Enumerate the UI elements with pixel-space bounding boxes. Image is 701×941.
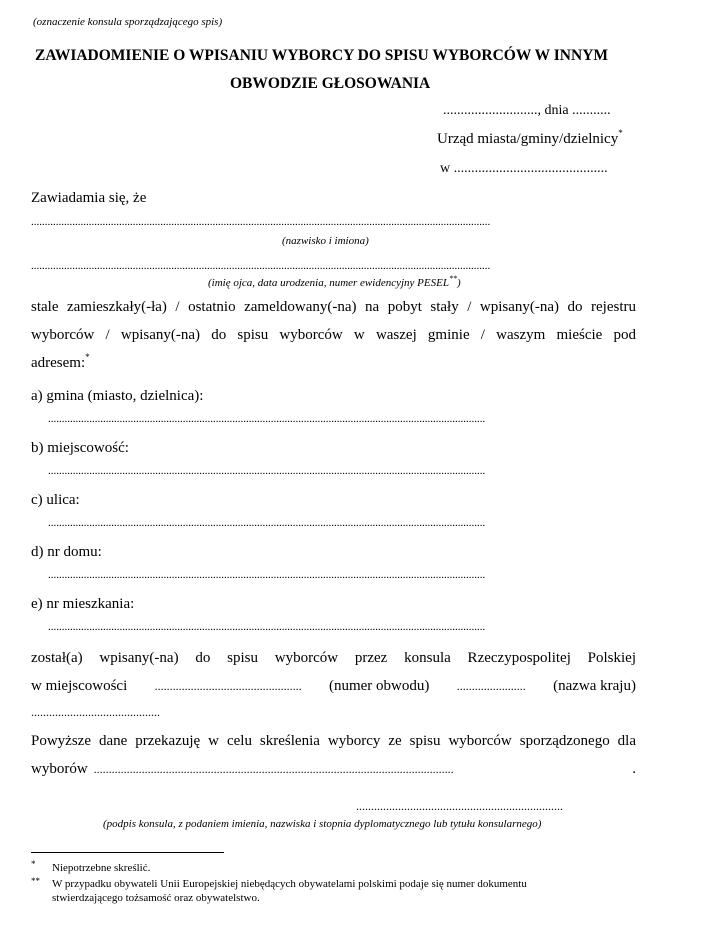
parent-caption-end: ) <box>456 277 461 289</box>
consul-note: (oznaczenie konsula sporządzającego spis) <box>33 16 223 28</box>
country-label: (nazwa kraju) <box>553 678 636 694</box>
field-gmina-label: a) gmina (miasto, dzielnica): <box>31 388 204 404</box>
footnote-2-text: W przypadku obywateli Unii Europejskiej niebędących obywatelami polskimi podaje się numer dokumentu <box>52 878 527 890</box>
signature-caption: (podpis konsula, z podaniem imienia, nazwiska i stopnia dyplomatycznego lub tytułu konsularnego) <box>103 818 542 830</box>
form-title-line2: OBWODZIE GŁOSOWANIA <box>230 75 431 92</box>
district-number-label: (numer obwodu) <box>328 678 430 694</box>
locality-dots[interactable]: ................................................. <box>154 679 302 693</box>
form-title-line1: ZAWIADOMIENIE O WPISANIU WYBORCY DO SPISU WYBORCÓW W INNYM <box>35 47 609 64</box>
residence-line2: wyborców / wpisany(-na) do spisu wyborców w waszej gminie / waszym mieście pod <box>31 327 636 343</box>
registration-line2 <box>31 678 636 695</box>
footnote-separator <box>31 852 224 853</box>
office-footnote-mark: * <box>618 128 623 138</box>
signature-dots[interactable]: ..................................................................... <box>356 799 563 813</box>
name-dots: ....................................................................................................................................................................... <box>31 216 491 228</box>
parent-caption-text: (imię ojca, data urodzenia, numer ewidencyjny PESEL <box>208 277 449 289</box>
field-gmina-input[interactable]: ............................................................................................................................................................... <box>48 413 486 425</box>
field-nr-mieszkania-input[interactable]: ............................................................................................................................................................... <box>48 621 486 633</box>
parent-caption <box>208 274 461 289</box>
office-label <box>437 128 623 148</box>
footnote-2-mark: ** <box>31 876 40 886</box>
field-miejscowosc-label: b) miejscowość: <box>31 440 129 456</box>
elections-end: . <box>632 761 636 777</box>
field-nr-mieszkania-label: e) nr mieszkania: <box>31 596 135 612</box>
field-nr-domu-label: d) nr domu: <box>31 544 102 560</box>
purpose-line2 <box>31 761 636 778</box>
parent-dots: ....................................................................................................................................................................... <box>31 260 491 272</box>
locality-label: w miejscowości <box>31 678 128 694</box>
residence-line1: stale zamieszkały(-ła) / ostatnio zameldowany(-na) na pobyt stały / wpisany(-na) do rejestru <box>31 299 636 315</box>
field-ulica-input[interactable]: ............................................................................................................................................................... <box>48 517 486 529</box>
field-ulica-label: c) ulica: <box>31 492 80 508</box>
registration-line1: został(a) wpisany(-na) do spisu wyborców przez konsula Rzeczypospolitej Polskiej <box>31 650 636 666</box>
field-nr-domu-input[interactable]: ............................................................................................................................................................... <box>48 569 486 581</box>
office-label-text: Urząd miasta/gminy/dzielnicy <box>437 131 619 147</box>
footnote-1-mark: * <box>31 859 36 869</box>
elections-dots[interactable]: ........................................................................................................................ <box>93 762 454 776</box>
address-label: adresem: <box>31 355 86 371</box>
footnote-1-text: Niepotrzebne skreślić. <box>52 862 151 874</box>
elections-label: wyborów <box>31 761 88 777</box>
intro-text: Zawiadamia się, że <box>31 190 147 206</box>
country-dots[interactable]: ........................................... <box>31 705 160 719</box>
office-in-line: w ............................................ <box>440 161 608 176</box>
field-miejscowosc-input[interactable]: ............................................................................................................................................................... <box>48 465 486 477</box>
address-footnote-mark: * <box>85 352 90 362</box>
footnote-2-text-cont: stwierdzającego tożsamość oraz obywatelstwo. <box>52 892 260 904</box>
pesel-footnote-mark: ** <box>448 274 457 283</box>
district-number-dots[interactable]: ....................... <box>456 679 526 693</box>
residence-line3 <box>31 352 90 372</box>
purpose-line1: Powyższe dane przekazuję w celu skreślenia wyborcy ze spisu wyborców sporządzonego dla <box>31 733 636 749</box>
date-line: ..........................., dnia ........... <box>443 103 611 118</box>
name-caption: (nazwisko i imiona) <box>282 235 369 247</box>
